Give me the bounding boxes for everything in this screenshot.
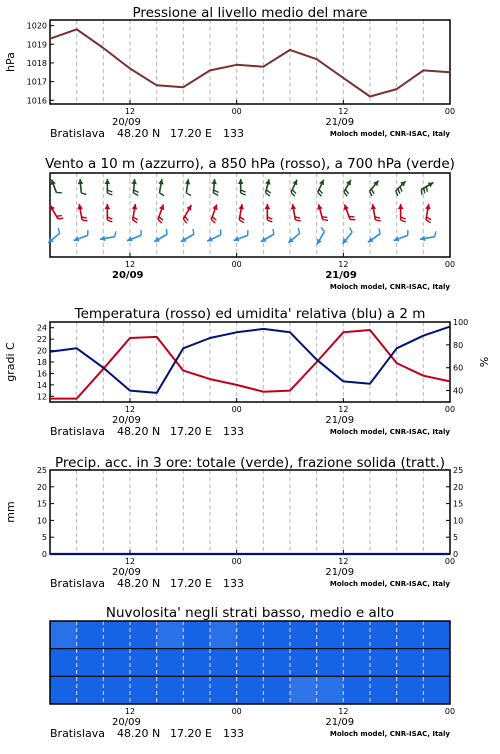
y2-tick-label-2-1: 60 [453, 364, 463, 373]
wind-head-1-13 [398, 204, 404, 209]
location-lon-0: 17.20 E [170, 127, 212, 140]
y2-tick-label-3-4: 20 [453, 483, 463, 492]
location-alt-4: 133 [223, 727, 244, 740]
wind-barb-2-4-0 [166, 229, 167, 234]
wind-barb-1-4-1 [159, 217, 163, 221]
wind-barb-2-2-0 [115, 231, 116, 236]
wind-barb-1-0-0 [58, 218, 63, 219]
location-name-4: Bratislava [50, 727, 105, 740]
wind-arrow-2-10 [317, 227, 325, 244]
y-axis-label-3: mm [4, 501, 17, 522]
wind-barb-0-1-0 [81, 193, 86, 195]
temperature-line [50, 330, 450, 399]
y2-tick-label-3-5: 25 [453, 466, 463, 475]
cloud-cell-2-2 [103, 676, 130, 704]
y-tick-label-3-0: 0 [42, 550, 47, 559]
cloud-cell-0-0 [50, 621, 77, 649]
cloud-cell-0-4 [157, 621, 184, 649]
wind-arrow-2-1 [74, 230, 88, 241]
wind-arrow-1-0 [50, 205, 63, 219]
wind-barb-0-3-0 [133, 193, 138, 195]
wind-head-0-7 [238, 179, 244, 184]
wind-arrow-1-14 [425, 204, 431, 223]
wind-barb-0-12-1 [371, 189, 374, 194]
cloud-cell-0-2 [103, 621, 130, 649]
wind-barb-0-13-0 [396, 191, 398, 196]
y-tick-label-3-1: 5 [42, 533, 47, 542]
cloud-cell-0-3 [130, 621, 157, 649]
wind-arrow-2-8 [261, 229, 274, 242]
wind-barb-0-9-1 [292, 190, 296, 194]
wind-barb-1-4-0 [158, 220, 162, 224]
wind-barb-0-13-1 [398, 189, 400, 194]
wind-barb-0-11-0 [344, 192, 347, 196]
wind-arrow-0-7 [238, 179, 246, 195]
plot-frame-1 [50, 173, 450, 257]
location-lon-4: 17.20 E [170, 727, 212, 740]
wind-arrow-1-2 [105, 204, 113, 222]
location-alt-3: 133 [223, 577, 244, 590]
location-alt-0: 133 [223, 127, 244, 140]
y2-tick-label-2-0: 40 [453, 387, 463, 396]
wind-barb-0-9-0 [291, 192, 295, 196]
wind-arrow-0-1 [78, 179, 87, 195]
location-name-2: Bratislava [50, 425, 105, 438]
model-credit-3: Moloch model, CNR-ISAC, Italy [330, 580, 451, 588]
wind-arrow-1-1 [77, 204, 87, 221]
y-tick-label-0-3: 1019 [27, 40, 47, 49]
cloud-cell-0-9 [290, 621, 317, 649]
model-credit-2: Moloch model, CNR-ISAC, Italy [330, 428, 451, 436]
x-tick-label-3-3: 00 [445, 557, 455, 566]
wind-head-1-10 [317, 204, 322, 210]
wind-barb-1-6-1 [212, 217, 216, 221]
x-tick-label-0-1: 00 [232, 107, 242, 116]
wind-arrow-1-7 [239, 204, 245, 223]
wind-barb-1-2-0 [107, 220, 112, 222]
cloud-cell-1-13 [397, 649, 424, 677]
wind-barb-1-10-0 [323, 220, 328, 221]
wind-head-0-3 [131, 179, 137, 184]
x-tick-label-0-2: 12 [338, 107, 348, 116]
wind-barb-2-8-0 [273, 229, 274, 234]
wind-arrow-2-6 [207, 229, 221, 241]
wind-arrow-0-0 [51, 179, 62, 192]
wind-barb-1-0-1 [57, 216, 62, 217]
wind-arrow-1-3 [132, 204, 138, 223]
y-tick-label-2-2: 16 [37, 369, 47, 378]
wind-arrow-2-3 [127, 230, 141, 241]
cloud-cell-2-7 [237, 676, 264, 704]
wind-arrow-0-13 [396, 181, 406, 196]
panel-title-3: Precip. acc. in 3 ore: totale (verde), frazione solida (tratt.) [55, 455, 445, 471]
date-label-4-1: 21/09 [325, 717, 354, 728]
cloud-cell-1-6 [210, 649, 237, 677]
wind-barb-1-8-0 [267, 220, 272, 222]
plot-frame-3 [50, 470, 450, 554]
wind-arrow-1-11 [344, 204, 356, 219]
cloud-cell-1-4 [157, 649, 184, 677]
wind-barb-2-5-0 [193, 229, 194, 234]
wind-barb-2-11-0 [350, 228, 353, 233]
wind-barb-0-4-0 [159, 193, 164, 196]
y-tick-label-2-1: 14 [37, 381, 47, 390]
wind-barb-0-13-2 [400, 187, 402, 192]
wind-barb-1-13-0 [401, 220, 406, 222]
y-tick-label-2-0: 12 [37, 392, 47, 401]
cloud-cell-2-0 [50, 676, 77, 704]
wind-arrow-0-6 [211, 179, 218, 195]
x-tick-label-1-3: 00 [445, 260, 455, 269]
wind-barb-0-8-0 [266, 193, 270, 196]
wind-arrow-1-13 [398, 204, 406, 222]
wind-barb-2-10-0 [321, 227, 324, 231]
cloud-cell-0-14 [423, 621, 450, 649]
cloud-cell-2-3 [130, 676, 157, 704]
date-label-2-0: 20/09 [112, 415, 141, 426]
date-label-0-1: 21/09 [325, 117, 354, 128]
x-tick-label-4-2: 12 [338, 707, 348, 716]
y2-tick-label-2-3: 100 [453, 318, 468, 327]
panel-title-0: Pressione al livello medio del mare [132, 5, 367, 21]
wind-barb-1-6-0 [211, 220, 215, 224]
cloud-cell-1-12 [370, 649, 397, 677]
wind-head-1-2 [105, 204, 111, 209]
cloud-cell-2-5 [183, 676, 210, 704]
panel-title-1: Vento a 10 m (azzurro), a 850 hPa (rosso), a 700 hPa (verde) [45, 156, 455, 172]
cloud-cell-2-1 [77, 676, 104, 704]
model-credit-4: Moloch model, CNR-ISAC, Italy [330, 730, 451, 738]
y2-tick-label-3-2: 10 [453, 516, 463, 525]
wind-barb-1-9-0 [295, 220, 300, 221]
wind-barb-0-10-1 [319, 190, 323, 194]
wind-barb-0-6-0 [213, 193, 218, 195]
y2-tick-label-3-3: 15 [453, 500, 463, 509]
x-tick-label-4-0: 12 [125, 707, 135, 716]
x-tick-label-3-0: 12 [125, 557, 135, 566]
cloud-cell-2-9 [290, 676, 317, 704]
wind-arrow-0-9 [291, 180, 297, 197]
wind-arrow-1-5 [183, 205, 191, 223]
wind-arrow-1-10 [317, 204, 328, 220]
wind-barb-1-10-1 [322, 217, 327, 218]
date-label-0-0: 20/09 [112, 117, 141, 128]
x-tick-label-2-1: 00 [232, 405, 242, 414]
wind-arrow-2-14 [420, 231, 436, 241]
wind-arrow-1-12 [371, 204, 381, 221]
cloud-cell-1-10 [317, 649, 344, 677]
wind-barb-0-14-1 [424, 188, 425, 193]
y-tick-label-0-4: 1020 [27, 22, 47, 31]
wind-barb-0-8-1 [266, 190, 270, 193]
cloud-cell-1-0 [50, 649, 77, 677]
location-lat-3: 48.20 N [117, 577, 160, 590]
x-tick-label-2-2: 12 [338, 405, 348, 414]
y-tick-label-0-2: 1018 [27, 59, 47, 68]
pressure-line [50, 29, 450, 96]
wind-head-0-1 [78, 179, 83, 184]
cloud-cell-1-3 [130, 649, 157, 677]
wind-arrow-2-2 [100, 231, 116, 241]
wind-barb-1-1-0 [82, 220, 87, 221]
wind-barb-2-12-0 [379, 228, 380, 233]
wind-barb-0-7-0 [241, 193, 246, 195]
cloud-cell-0-10 [317, 621, 344, 649]
location-name-3: Bratislava [50, 577, 105, 590]
model-credit-0: Moloch model, CNR-ISAC, Italy [330, 130, 451, 138]
x-tick-label-2-0: 12 [125, 405, 135, 414]
wind-arrow-0-10 [318, 180, 324, 197]
cloud-cell-2-8 [263, 676, 290, 704]
wind-arrow-1-9 [291, 204, 301, 221]
wind-arrow-0-14 [421, 183, 433, 195]
cloud-cell-0-7 [237, 621, 264, 649]
wind-arrow-0-5 [185, 179, 191, 196]
x-tick-label-4-1: 00 [232, 707, 242, 716]
x-tick-label-0-0: 12 [125, 107, 135, 116]
x-tick-label-1-0: 12 [125, 260, 135, 269]
wind-arrow-2-5 [181, 229, 194, 242]
x-tick-label-2-3: 00 [445, 405, 455, 414]
x-tick-label-3-2: 12 [338, 557, 348, 566]
wind-barb-0-11-1 [345, 189, 348, 193]
cloud-cell-2-12 [370, 676, 397, 704]
wind-head-1-8 [265, 204, 271, 209]
cloud-cell-2-4 [157, 676, 184, 704]
location-lon-3: 17.20 E [170, 577, 212, 590]
x-tick-label-3-1: 00 [232, 557, 242, 566]
wind-barb-1-5-1 [185, 216, 188, 220]
cloud-cell-1-2 [103, 649, 130, 677]
cloud-cell-2-13 [397, 676, 424, 704]
cloud-cell-1-1 [77, 649, 104, 677]
wind-head-0-2 [105, 179, 111, 184]
panel-title-2: Temperatura (rosso) ed umidita' relativa (blu) a 2 m [74, 306, 426, 322]
cloud-cell-0-5 [183, 621, 210, 649]
wind-arrow-1-6 [211, 204, 217, 223]
cloud-cell-0-8 [263, 621, 290, 649]
wind-barb-2-9-0 [298, 228, 300, 233]
wind-barb-0-14-0 [421, 190, 422, 195]
date-label-1-1: 21/09 [325, 270, 357, 281]
cloud-cell-2-11 [343, 676, 370, 704]
y-tick-label-3-3: 15 [37, 500, 47, 509]
cloud-cell-1-14 [423, 649, 450, 677]
wind-arrow-1-4 [158, 204, 164, 223]
cloud-cell-1-7 [237, 649, 264, 677]
wind-barb-1-14-1 [426, 217, 431, 220]
y-tick-label-0-1: 1017 [27, 78, 47, 87]
x-tick-label-0-3: 00 [445, 107, 455, 116]
wind-arrow-0-12 [370, 181, 379, 197]
wind-barb-1-7-0 [239, 220, 244, 223]
location-lat-4: 48.20 N [117, 727, 160, 740]
date-label-1-0: 20/09 [112, 270, 144, 281]
y2-tick-label-2-2: 80 [453, 341, 463, 350]
cloud-cell-0-13 [397, 621, 424, 649]
x-tick-label-1-1: 00 [232, 260, 242, 269]
wind-barb-1-3-0 [133, 220, 138, 223]
cloud-cell-2-10 [317, 676, 344, 704]
wind-barb-0-2-0 [107, 193, 112, 195]
wind-barb-0-5-0 [186, 193, 191, 196]
cloud-cell-0-11 [343, 621, 370, 649]
wind-barb-1-7-1 [240, 217, 245, 220]
y-tick-label-3-2: 10 [37, 516, 47, 525]
wind-barb-0-14-2 [426, 187, 427, 192]
y-tick-label-3-4: 20 [37, 483, 47, 492]
y2-tick-label-3-0: 0 [453, 550, 458, 559]
wind-arrow-0-3 [131, 179, 138, 195]
date-label-3-1: 21/09 [325, 567, 354, 578]
location-name-0: Bratislava [50, 127, 105, 140]
y2-tick-label-3-1: 5 [453, 533, 458, 542]
location-lat-2: 48.20 N [117, 425, 160, 438]
cloud-cell-0-12 [370, 621, 397, 649]
y-tick-label-2-6: 24 [37, 324, 47, 333]
cloud-cell-0-1 [77, 621, 104, 649]
wind-arrow-0-8 [265, 179, 270, 196]
wind-arrow-0-4 [158, 179, 164, 196]
wind-arrow-0-2 [105, 179, 113, 195]
wind-head-0-6 [211, 179, 217, 184]
cloud-cell-1-8 [263, 649, 290, 677]
cloud-cell-1-9 [290, 649, 317, 677]
cloud-cell-0-6 [210, 621, 237, 649]
y-axis-label-0: hPa [4, 52, 17, 72]
cloud-cell-1-5 [183, 649, 210, 677]
y-tick-label-2-4: 20 [37, 347, 47, 356]
wind-barb-1-3-1 [133, 217, 138, 220]
wind-barb-2-0-0 [58, 228, 60, 233]
y-tick-label-3-5: 25 [37, 466, 47, 475]
wind-barb-0-6-1 [214, 190, 219, 192]
location-lat-0: 48.20 N [117, 127, 160, 140]
x-tick-label-4-3: 00 [445, 707, 455, 716]
wind-arrow-0-11 [344, 180, 351, 196]
y-axis-label-2: gradi C [4, 342, 17, 382]
location-alt-2: 133 [223, 425, 244, 438]
location-lon-2: 17.20 E [170, 425, 212, 438]
wind-arrow-2-4 [154, 229, 167, 242]
cloud-cell-2-6 [210, 676, 237, 704]
date-label-3-0: 20/09 [112, 567, 141, 578]
model-credit-1: Moloch model, CNR-ISAC, Italy [330, 283, 451, 291]
wind-arrow-1-8 [265, 204, 273, 222]
date-label-4-0: 20/09 [112, 717, 141, 728]
wind-barb-0-3-1 [134, 190, 139, 192]
y2-axis-label-2: % [478, 357, 491, 367]
wind-barb-0-10-0 [318, 192, 322, 196]
y-tick-label-2-3: 18 [37, 358, 47, 367]
wind-arrow-2-11 [343, 228, 353, 244]
wind-barb-1-12-0 [375, 220, 380, 221]
panel-title-4: Nuvolosita' negli strati basso, medio e alto [106, 605, 394, 621]
date-label-2-1: 21/09 [325, 415, 354, 426]
wind-barb-2-14-0 [435, 231, 436, 236]
cloud-cell-1-11 [343, 649, 370, 677]
wind-arrow-2-7 [234, 230, 248, 241]
y-tick-label-0-0: 1016 [27, 96, 47, 105]
wind-barb-1-14-0 [426, 220, 431, 223]
wind-arrow-2-13 [394, 230, 408, 241]
x-tick-label-1-2: 12 [338, 260, 348, 269]
cloud-cell-2-14 [423, 676, 450, 704]
y-tick-label-2-5: 22 [37, 335, 47, 344]
